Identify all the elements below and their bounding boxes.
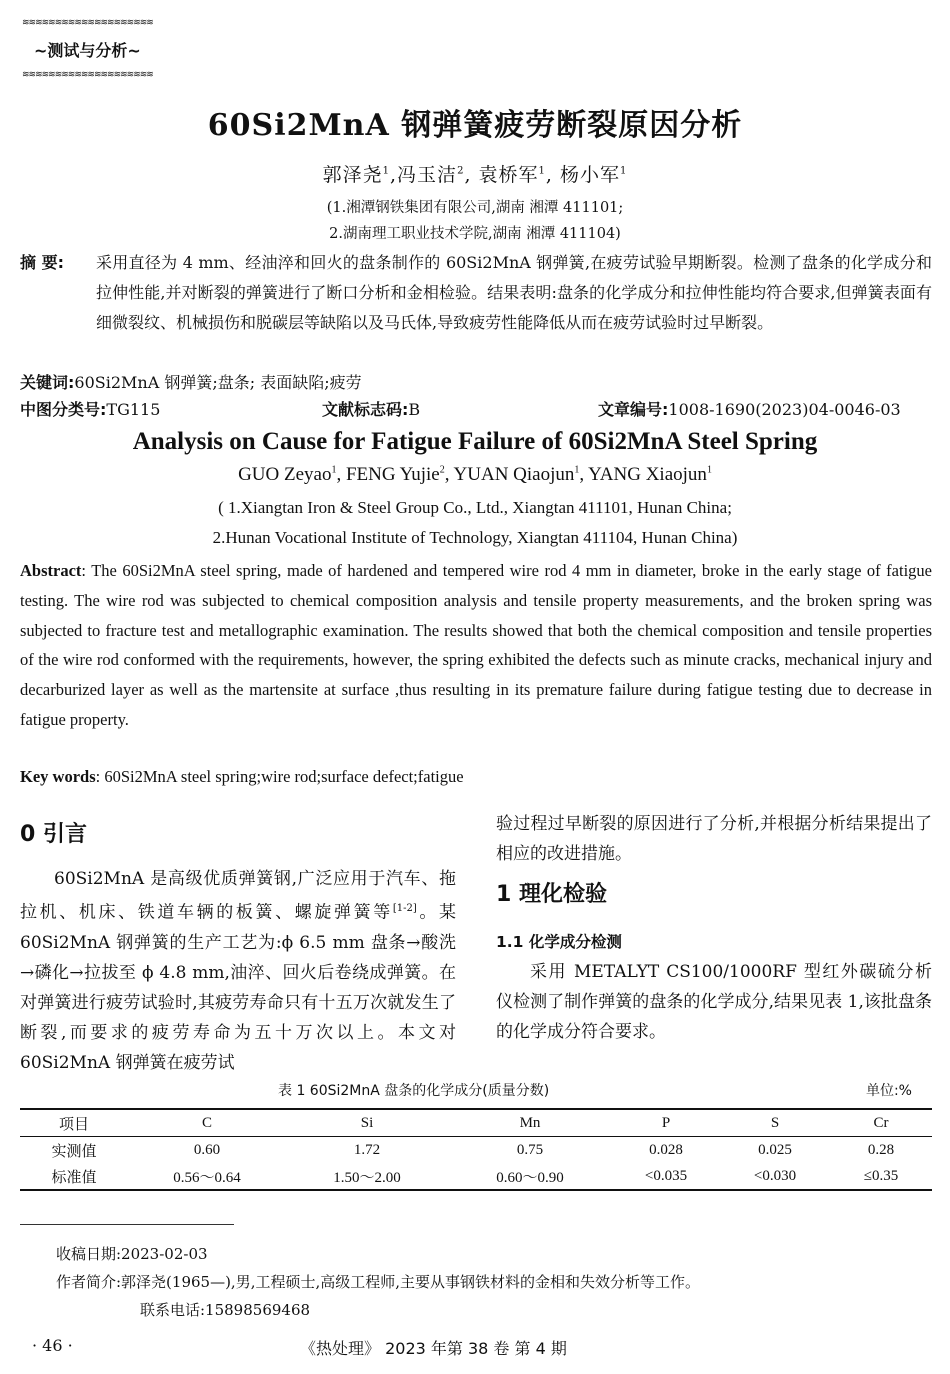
section-tag: ~测试与分析~ [34, 41, 141, 60]
table-cell: 1.72 [353, 1141, 381, 1158]
table-cell: 0.60～0.90 [496, 1169, 564, 1186]
table-cell: 标准值 [51, 1167, 97, 1186]
affiliation-en-2: 2.Hunan Vocational Institute of Technology, Xiangtan 411104, Hunan China) [212, 528, 738, 547]
table-header-cell: P [661, 1114, 671, 1131]
abstract-en-text: : The 60Si2MnA steel spring, made of hardened and tempered wire rod 4 mm in diameter, broke in the early stage of fatigue testing. The wire rod was subjected to chemical composition analysis and tensile property measurements, and the broken spring was subjected to fracture test and metallographic examination. The results showed that both the chemical composition and tensile properties of the wire rod conformed with the requirements, however, the spring exhibited the defects such as minute cracks, mechanical injury and decarburized layer as well as the martensite at surface ,thus resulting in its premature failure during fatigue testing due to decrease in fatigue property. [20, 561, 932, 729]
abstract-en-label: Abstract [20, 561, 82, 580]
abstract-cn-label: 摘 要: [20, 253, 64, 272]
keywords-en-label: Key words [20, 767, 96, 786]
table-caption-text: 表 1 60Si2MnA 盘条的化学成分(质量分数) [278, 1083, 550, 1099]
table-header-cell: Mn [519, 1114, 541, 1131]
table-cell: 0.75 [516, 1141, 544, 1158]
table-cell: 0.56～0.64 [173, 1169, 241, 1186]
table-cell: 0.60 [193, 1141, 221, 1158]
section-0-text: 60Si2MnA 是高级优质弹簧钢,广泛应用于汽车、拖拉机、机床、铁道车辆的板簧、螺旋弹簧等[1-2]。某 60Si2MnA 钢弹簧的生产工艺为:ϕ 6.5 mm 盘条→酸洗→磷化→拉拔至 ϕ 4.8 mm,油淬、回火后卷绕成弹簧。在对弹簧进行疲劳试验时,其疲劳寿命只有十五万次就发生了断裂,而要求的疲劳寿命为五十万次以上。本文对 60Si2MnA 钢弹簧在疲劳试 [20, 869, 457, 1073]
table-cell: ≤0.35 [863, 1167, 899, 1184]
section-0-heading: 0 引言 [20, 822, 87, 847]
table-cell: 1.50～2.00 [333, 1169, 401, 1186]
table-cell: 0.028 [649, 1141, 683, 1158]
section-0-continued: 验过程过早断裂的原因进行了分析,并根据分析结果提出了相应的改进措施。 [496, 814, 932, 864]
table-cell: 0.025 [758, 1141, 792, 1158]
section-0 [20, 820, 456, 1078]
clc-value: TG115 [106, 400, 161, 419]
keywords-cn [20, 368, 932, 398]
section-1-1-heading: 1.1 化学成分检测 [496, 933, 622, 951]
article-number-label: 文章编号: [598, 400, 669, 419]
footnote-author: 作者简介:郭泽尧(1965—),男,工程硕士,高级工程师,主要从事钢铁材料的金相和失效分析等工作。 [56, 1273, 701, 1291]
clc-label: 中图分类号: [20, 400, 107, 419]
table-cell: <0.030 [753, 1167, 797, 1184]
table-header-cell: S [770, 1114, 780, 1131]
keywords-cn-text: 60Si2MnA 钢弹簧;盘条; 表面缺陷;疲劳 [74, 373, 362, 392]
header-ornament-top: ≋≋≋≋≋≋≋≋≋≋≋≋≋≋≋≋≋≋≋≋ [22, 18, 153, 28]
header-ornament-bottom: ≋≋≋≋≋≋≋≋≋≋≋≋≋≋≋≋≋≋≋≋ [22, 70, 153, 80]
table-row [20, 1137, 932, 1164]
affiliation-en-1: ( 1.Xiangtan Iron & Steel Group Co., Ltd., Xiangtan 411101, Hunan China; [218, 498, 732, 517]
table-header-cell: 项目 [58, 1114, 89, 1133]
keywords-en [20, 765, 932, 789]
footnote-phone: 联系电话:15898569468 [140, 1301, 311, 1319]
page-number: · 46 · [32, 1336, 73, 1355]
abstract-cn-text: 采用直径为 4 mm、经油淬和回火的盘条制作的 60Si2MnA 钢弹簧,在疲劳试验早期断裂。检测了盘条的化学成分和拉伸性能,并对断裂的弹簧进行了断口分析和金相检验。结果表明:盘条的化学成分和拉伸性能均符合要求,但弹簧表面有细微裂纹、机械损伤和脱碳层等缺陷以及马氏体,导致疲劳性能降低从而在疲劳试验时过早断裂。 [96, 253, 932, 332]
article-number-value: 1008-1690(2023)04-0046-03 [668, 400, 901, 419]
table-cell: 实测值 [51, 1141, 97, 1160]
affiliation-cn-1: (1.湘潭钢铁集团有限公司,湖南 湘潭 411101; [326, 200, 624, 216]
footnote-divider [20, 1224, 234, 1225]
abstract-cn [20, 248, 932, 338]
section-1-heading: 1 理化检验 [496, 882, 607, 907]
table-cell: <0.035 [644, 1167, 688, 1184]
keywords-cn-label: 关键词: [20, 373, 75, 392]
authors-en: GUO Zeyao$^1$, FENG Yujie$^2$, YUAN Qiaojun$^1$, YANG Xiaojun$^1$ [238, 464, 712, 485]
table-unit: 单位:% [865, 1083, 912, 1099]
journal-info: 《热处理》 2023 年第 38 卷 第 4 期 [300, 1339, 567, 1358]
affiliation-cn-2: 2.湖南理工职业技术学院,湖南 湘潭 411104) [329, 226, 621, 242]
table-cell: 0.28 [867, 1141, 895, 1158]
table-header-cell: Cr [873, 1114, 889, 1131]
table-row [20, 1163, 932, 1190]
abstract-en [20, 556, 932, 735]
composition-table [20, 1108, 932, 1191]
section-1-1-text: 采用 METALYT CS100/1000RF 型红外碳硫分析仪检测了制作弹簧的盘条的化学成分,结果见表 1,该批盘条的化学成分符合要求。 [496, 962, 932, 1042]
doc-code-label: 文献标志码: [322, 400, 409, 419]
keywords-en-text: : 60Si2MnA steel spring;wire rod;surface defect;fatigue [95, 767, 464, 786]
table-header-cell: C [201, 1114, 212, 1131]
doc-code-value: B [408, 400, 421, 419]
page-title: 60Si2MnA 钢弹簧疲劳断裂原因分析 [207, 108, 743, 143]
table-header-cell: Si [360, 1114, 374, 1131]
footnote-received: 收稿日期:2023-02-03 [56, 1245, 208, 1263]
authors-cn: 郭泽尧$^1$,冯玉洁$^2$, 袁桥军$^1$, 杨小军$^1$ [322, 164, 628, 186]
table-header-row [20, 1109, 932, 1137]
title-en: Analysis on Cause for Fatigue Failure of 60Si2MnA Steel Spring [132, 428, 818, 455]
